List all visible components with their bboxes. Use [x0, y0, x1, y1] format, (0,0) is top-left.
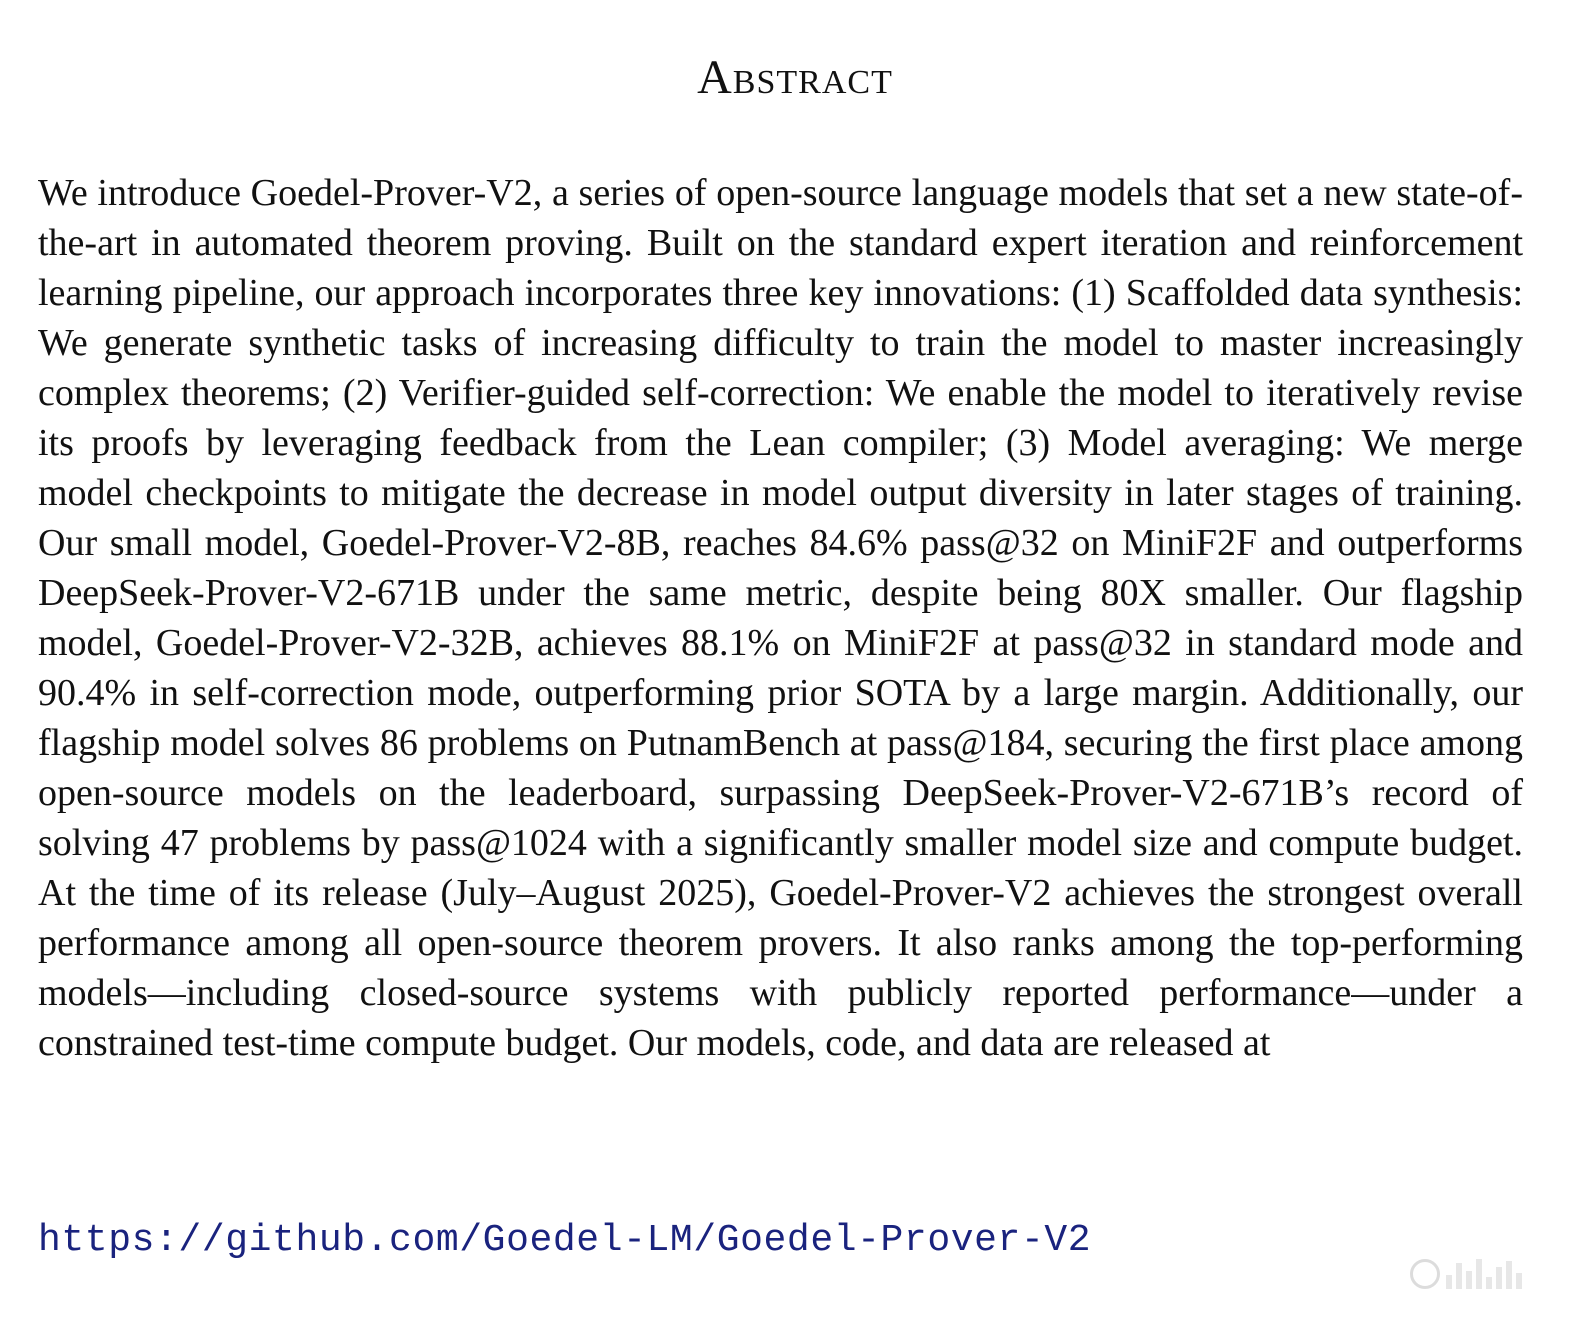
- abstract-body: We introduce Goedel-Prover-V2, a series of open-source language models that set a new state-of-the-art in automated theorem proving. Built on the standard expert iteration and reinforcement learning pipeline, our approach incorporates three key innovations: (1) Scaffolded data synthesis: We generate synthetic tasks of increasing difficulty to train the model to master increasingly complex theorems; (2) Verifier-guided self-correction: We enable the model to iteratively revise its proofs by leveraging feedback from the Lean compiler; (3) Model averaging: We merge model checkpoints to mitigate the decrease in model output diversity in later stages of training. Our small model, Goedel-Prover-V2-8B, reaches 84.6% pass@32 on MiniF2F and outperforms DeepSeek-Prover-V2-671B under the same metric, despite being 80X smaller. Our flagship model, Goedel-Prover-V2-32B, achieves 88.1% on MiniF2F at pass@32 in standard mode and 90.4% in self-correction mode, outperforming prior SOTA by a large margin. Additionally, our flagship model solves 86 problems on PutnamBench at pass@184, securing the first place among open-source models on the leaderboard, surpassing DeepSeek-Prover-V2-671B’s record of solving 47 problems by pass@1024 with a significantly smaller model size and compute budget. At the time of its release (July–August 2025), Goedel-Prover-V2 achieves the strongest overall performance among all open-source theorem provers. It also ranks among the top-performing models—including closed-source systems with publicly reported performance—under a constrained test-time compute budget. Our models, code, and data are released at: [38, 172, 1523, 1064]
- abstract-heading: Abstract: [697, 51, 893, 104]
- watermark-bars-icon: [1446, 1259, 1522, 1289]
- watermark: [1410, 1256, 1560, 1292]
- github-link[interactable]: https://github.com/Goedel-LM/Goedel-Prover-V2: [38, 1219, 1092, 1262]
- watermark-logo-icon: [1410, 1259, 1440, 1289]
